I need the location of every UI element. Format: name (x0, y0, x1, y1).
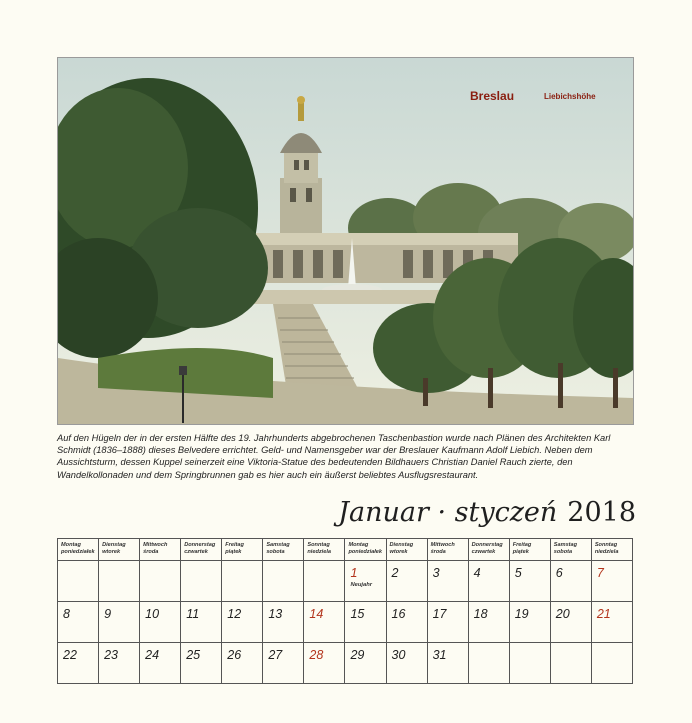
day-cell (468, 561, 509, 602)
weekday-label (58, 539, 98, 556)
day-cell (222, 602, 263, 643)
photo-place-label: Liebichshöhe (544, 92, 596, 101)
day-number: 21 (596, 607, 611, 621)
weekday-header-cell (99, 539, 140, 561)
weekday-polish: piątek (225, 549, 242, 555)
weekday-label (222, 539, 262, 556)
weekday-polish: niedziela (594, 549, 619, 555)
day-cell (181, 643, 222, 684)
weekday-header-cell (222, 539, 263, 561)
day-cell (550, 561, 591, 602)
day-cell (550, 643, 591, 684)
weekday-polish: poniedziałek (61, 549, 95, 555)
day-number: 28 (309, 648, 324, 662)
day-number: 30 (391, 648, 406, 662)
weekday-header-cell (509, 539, 550, 561)
day-cell (427, 643, 468, 684)
day-cell (263, 602, 304, 643)
day-cell (140, 602, 181, 643)
day-cell (140, 561, 181, 602)
day-number: 10 (145, 607, 160, 621)
day-number: 18 (473, 607, 488, 621)
day-number: 8 (63, 607, 70, 621)
day-cell (263, 561, 304, 602)
day-number: 27 (268, 648, 283, 662)
weekday-label (99, 539, 139, 556)
day-cell (345, 643, 386, 684)
day-cell (140, 643, 181, 684)
day-cell (58, 602, 99, 643)
weekday-header-cell (304, 539, 345, 561)
weekday-header-cell (58, 539, 99, 561)
day-cell (304, 561, 345, 602)
day-cell (99, 561, 140, 602)
weekday-label (469, 539, 509, 556)
weekday-label (263, 539, 303, 556)
day-cell (181, 602, 222, 643)
weekday-header-cell (345, 539, 386, 561)
weekday-german: Dienstag (102, 542, 126, 548)
weekday-header-cell (468, 539, 509, 561)
day-cell (99, 602, 140, 643)
day-cell (468, 602, 509, 643)
day-number: 13 (268, 607, 283, 621)
day-cell (509, 602, 550, 643)
day-number: 17 (432, 607, 447, 621)
day-cell (386, 602, 427, 643)
day-number: 24 (145, 648, 160, 662)
weekday-polish: piątek (512, 549, 529, 555)
week-row (58, 602, 633, 643)
day-number: 7 (596, 566, 604, 580)
day-cell (222, 561, 263, 602)
weekday-polish: sobota (553, 549, 573, 555)
weekday-german: Sonntag (594, 542, 618, 548)
year-label: 2018 (567, 497, 636, 528)
day-number: 26 (227, 648, 242, 662)
weekday-header-cell (181, 539, 222, 561)
weekday-polish: wtorek (102, 549, 121, 555)
day-number: 6 (555, 566, 563, 580)
day-cell (509, 561, 550, 602)
day-number: 19 (514, 607, 529, 621)
weekday-german: Montag (61, 542, 81, 548)
day-number: 9 (104, 607, 112, 621)
weekday-label (304, 539, 344, 556)
month-title (338, 497, 636, 528)
weekday-polish: środa (430, 549, 446, 555)
weekday-label (428, 539, 468, 556)
weekday-german: Donnerstag (471, 542, 503, 548)
weekday-german: Donnerstag (184, 542, 216, 548)
weekday-german: Samstag (553, 542, 578, 548)
day-cell (427, 602, 468, 643)
day-number: 23 (104, 648, 118, 662)
month-name: Januar · styczeń (338, 497, 558, 528)
weekday-header-cell (427, 539, 468, 561)
weekday-label (140, 539, 180, 556)
day-number: 25 (186, 648, 201, 662)
day-number: 11 (186, 607, 200, 621)
weekday-german: Sonntag (307, 542, 330, 548)
weekday-polish: środa (143, 549, 159, 555)
photo-city-label: Breslau (470, 89, 515, 103)
day-cell (304, 643, 345, 684)
day-cell (58, 643, 99, 684)
calendar-photo (57, 57, 634, 425)
day-cell (386, 561, 427, 602)
weekday-header-cell (550, 539, 591, 561)
weekday-german: Mittwoch (430, 542, 455, 548)
weekday-polish: wtorek (389, 549, 408, 555)
weekday-german: Freitag (225, 542, 244, 548)
day-number: 1 (350, 566, 358, 580)
day-cell (427, 561, 468, 602)
weekday-german: Dienstag (389, 542, 414, 548)
day-cell (468, 643, 509, 684)
week-row (58, 561, 633, 602)
weekday-german: Freitag (512, 542, 532, 548)
weekday-header-cell (386, 539, 427, 561)
day-number: 16 (391, 607, 406, 621)
day-number: 5 (514, 566, 522, 580)
weekday-german: Montag (348, 542, 369, 548)
weekday-header-cell (140, 539, 181, 561)
weekday-polish: czwartek (471, 549, 496, 555)
weekday-label (181, 539, 221, 556)
weekday-polish: czwartek (184, 549, 208, 555)
day-cell (591, 602, 632, 643)
weekday-label (592, 539, 632, 556)
day-cell (58, 561, 99, 602)
day-number: 15 (350, 607, 365, 621)
day-number: 14 (309, 607, 324, 621)
weekday-label (510, 539, 550, 556)
day-cell (99, 643, 140, 684)
weekday-polish: niedziela (307, 549, 332, 555)
day-cell (345, 561, 386, 602)
holiday-label: Neujahr (350, 582, 373, 588)
day-cell (263, 643, 304, 684)
liebichshoehe-illustration (58, 58, 633, 424)
weekday-polish: poniedziałek (348, 549, 383, 555)
day-number: 29 (350, 648, 365, 662)
weekday-header-row (58, 539, 633, 561)
calendar-grid (57, 538, 633, 684)
day-number: 2 (391, 566, 399, 580)
weekday-label (551, 539, 591, 556)
day-number: 4 (473, 566, 481, 580)
day-cell (386, 643, 427, 684)
day-cell (181, 561, 222, 602)
weekday-german: Mittwoch (143, 542, 168, 548)
day-number: 20 (555, 607, 570, 621)
weekday-label (387, 539, 427, 556)
day-cell (345, 602, 386, 643)
photo-description: Auf den Hügeln der in der ersten Hälfte des 19. Jahrhunderts abgebrochenen Taschenbastion wurde nach Plänen des Architekten Karl Schmidt (1836–1888) dieses Belvedere errichtet. Geld- und Namensgeber war der Breslauer Kaufmann Adolf Liebich. Neben dem Aussichtsturm, dessen Kuppel seinerzeit eine Viktoria-Statue des bedeutenden Bildhauers Christian Daniel Rauch zierte, den Wandelkollonaden und dem Springbrunnen gab es hier auch ein äußerst beliebtes Ausflugsrestaurant. (57, 433, 611, 480)
day-cell (222, 643, 263, 684)
weekday-header-cell (263, 539, 304, 561)
day-cell (304, 602, 345, 643)
week-row (58, 643, 633, 684)
day-cell (550, 602, 591, 643)
day-number: 31 (432, 648, 447, 662)
day-cell (591, 561, 632, 602)
day-cell (591, 643, 632, 684)
weekday-header-cell (591, 539, 632, 561)
weekday-polish: sobota (266, 549, 285, 555)
day-number: 22 (63, 648, 77, 662)
day-number: 12 (227, 607, 242, 621)
weekday-german: Samstag (266, 542, 290, 548)
weekday-label (345, 539, 385, 556)
day-cell (509, 643, 550, 684)
day-number: 3 (432, 566, 440, 580)
